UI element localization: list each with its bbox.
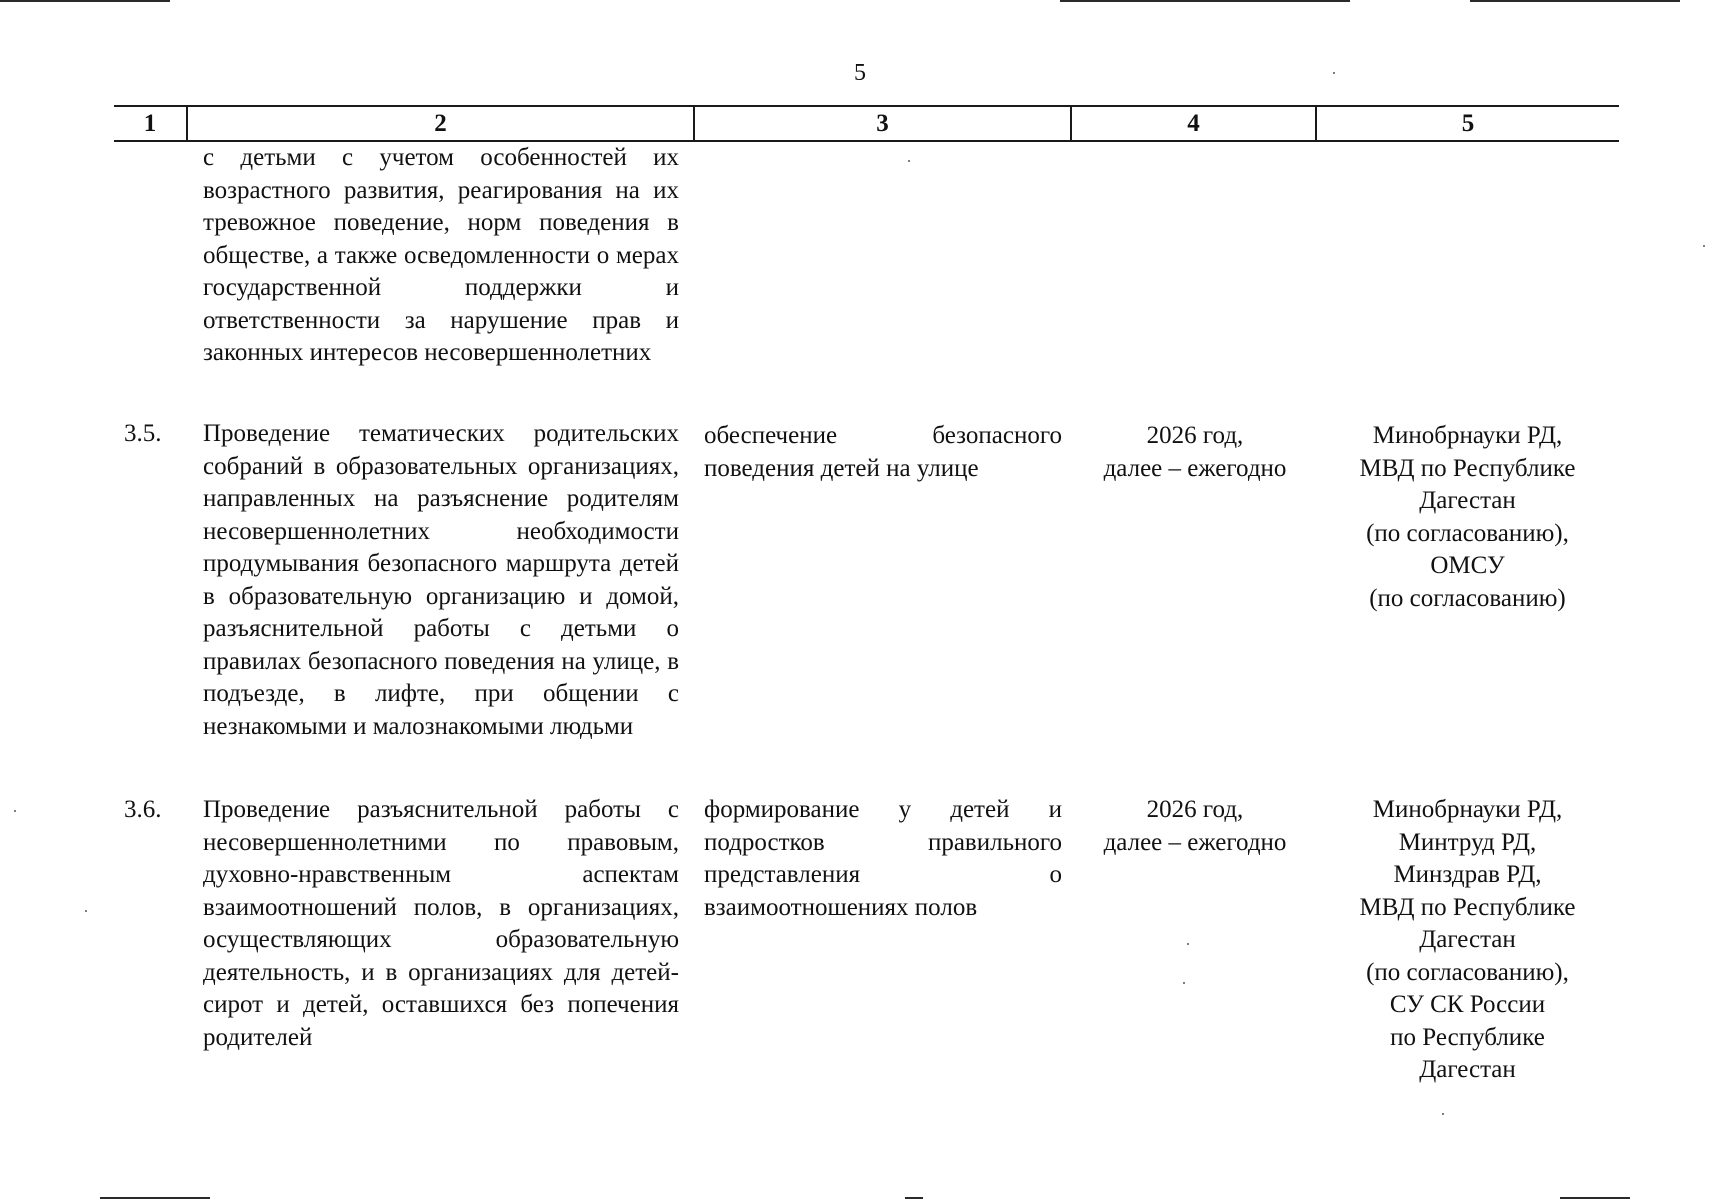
- scan-speck: [908, 160, 910, 162]
- scan-speck: [1703, 245, 1705, 247]
- responsible-line: МВД по Республике: [1359, 893, 1576, 921]
- scan-edge-mark: [1470, 0, 1680, 2]
- deadline-line: далее – ежегодно: [1103, 828, 1287, 856]
- header-col-4: 4: [1070, 107, 1315, 140]
- deadline-line: далее – ежегодно: [1103, 454, 1287, 482]
- responsible-line: Минтруд РД,: [1398, 828, 1537, 856]
- continued-row-col2: с детьми с учетом особенностей их возрастного развития, реагирования на их тревожное поведение, норм поведения в обществе, а также осведомленности о мерах государственной поддержки и ответственности за нарушение прав и законных интересов несовершеннолетних: [203, 144, 679, 366]
- responsible-line: (по согласованию): [1369, 584, 1566, 612]
- responsible-line: Дагестан: [1419, 1056, 1516, 1083]
- header-col-1: 1: [143, 110, 157, 137]
- responsible-line: по Республике: [1390, 1023, 1545, 1051]
- row-number: 3.6.: [124, 796, 162, 823]
- deadline-line: 2026 год,: [1146, 422, 1244, 449]
- row-number: 3.5.: [124, 420, 162, 447]
- row-measure-text: Проведение разъяснительной работы с несовершеннолетними по правовым, духовно-нравственным аспектам взаимоотношений полов, в организациях, осуществляющих образовательную деятельность, и в организациях для детей-сирот и детей, оставшихся без попечения родителей: [203, 796, 679, 1051]
- scan-edge-mark: [1560, 1197, 1630, 1199]
- row-responsible: [1325, 794, 1610, 1087]
- table-header: [114, 105, 1619, 142]
- row-deadline: [1075, 420, 1315, 485]
- row-deadline: [1075, 794, 1315, 859]
- scan-edge-mark: [100, 1197, 210, 1199]
- responsible-line: МВД по Республике: [1359, 454, 1576, 482]
- row-responsible: [1325, 420, 1610, 615]
- responsible-line: Дагестан: [1419, 487, 1516, 514]
- header-col-3: 3: [693, 107, 1070, 140]
- scan-speck: [1187, 943, 1189, 945]
- page-number: 5: [854, 60, 866, 86]
- responsible-line: СУ СК России: [1389, 991, 1546, 1018]
- responsible-line: (по согласованию),: [1366, 958, 1569, 986]
- header-col-2: 2: [186, 107, 693, 140]
- responsible-line: Минобрнауки РД,: [1372, 422, 1563, 449]
- scan-speck: [1183, 982, 1185, 984]
- responsible-line: Дагестан: [1419, 926, 1516, 953]
- responsible-line: (по согласованию),: [1366, 519, 1569, 547]
- deadline-line: 2026 год,: [1146, 796, 1244, 823]
- responsible-line: Минобрнауки РД,: [1372, 796, 1563, 823]
- scan-speck: [14, 810, 16, 812]
- row-measure-text: Проведение тематических родительских собраний в образовательных организациях, направленных на разъяснение родителям несовершеннолетних необходимости продумывания безопасного маршрута детей в образовательную организацию и домой, разъяснительной работы с детьми о правилах безопасного поведения на улице, в подъезде, в лифте, при общении с незнакомыми и малознакомыми людьми: [203, 420, 679, 740]
- row-expected-result: формирование у детей и подростков правильного представления о взаимоотношениях полов: [704, 796, 1062, 921]
- scan-edge-mark: [1060, 0, 1350, 2]
- row-expected-result: обеспечение безопасного поведения детей на улице: [704, 422, 1062, 482]
- scan-edge-mark: [0, 0, 170, 2]
- scan-speck: [85, 910, 87, 912]
- header-col-5: 5: [1315, 107, 1619, 140]
- scan-speck: [1442, 1113, 1444, 1115]
- scan-speck: [1333, 72, 1335, 74]
- scan-edge-mark: [905, 1197, 923, 1199]
- responsible-line: Минздрав РД,: [1393, 861, 1542, 888]
- responsible-line: ОМСУ: [1430, 552, 1505, 579]
